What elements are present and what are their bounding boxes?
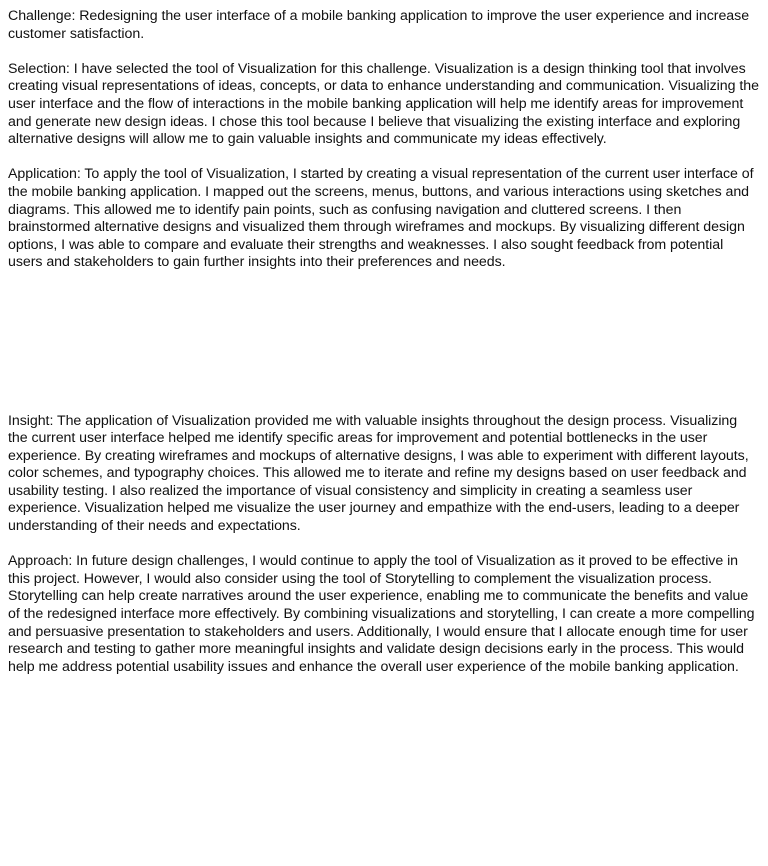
selection-paragraph: Selection: I have selected the tool of Visualization for this challenge. Visualization is a design thinking tool that involves creating visual representations of ideas, concepts, or data to enhance understanding and communication. Visualizing the user interface and the flow of interactions in the mobile banking application will help me identify areas for improvement and generate new design ideas. I chose this tool because I believe that visualizing the existing interface and exploring alternative designs will allow me to gain valuable insights and communicate my ideas effectively. bbox=[8, 60, 759, 148]
approach-paragraph: Approach: In future design challenges, I would continue to apply the tool of Visualization as it proved to be effective in this project. However, I would also consider using the tool of Storytelling to complement the visualization process. Storytelling can help create narratives around the user experience, enabling me to communicate the benefits and value of the redesigned interface more effectively. By combining visualizations and storytelling, I can create a more compelling and persuasive presentation to stakeholders and users. Additionally, I would ensure that I allocate enough time for user research and testing to gather more meaningful insights and validate design decisions early in the process. This would help me address potential usability issues and enhance the overall user experience of the mobile banking application. bbox=[8, 553, 755, 675]
document-body bbox=[8, 8, 760, 694]
blank-space bbox=[8, 290, 760, 413]
insight-paragraph: Insight: The application of Visualization provided me with valuable insights throughout the design process. Visualizing the current user interface helped me identify specific areas for improvement and potential bottlenecks in the user experience. By creating wireframes and mockups of alternative designs, I was able to experiment with different layouts, color schemes, and typography choices. This allowed me to iterate and refine my designs based on user feedback and usability testing. I also realized the importance of visual consistency and simplicity in creating a seamless user experience. Visualization helped me visualize the user journey and empathize with the end-users, leading to a deeper understanding of their needs and expectations. bbox=[8, 412, 749, 535]
challenge-paragraph: Challenge: Redesigning the user interface of a mobile banking application to improve the user experience and increase customer satisfaction. bbox=[8, 8, 750, 42]
application-paragraph: Application: To apply the tool of Visualization, I started by creating a visual representation of the current user interface of the mobile banking application. I mapped out the screens, menus, buttons, and various interactions using sketches and diagrams. This allowed me to identify pain points, such as confusing navigation and cluttered screens. I then brainstormed alternative designs and visualized them through wireframes and mockups. By visualizing different design options, I was able to compare and evaluate their strengths and weaknesses. I also sought feedback from potential users and stakeholders to gain further insights into their preferences and needs. bbox=[8, 166, 754, 271]
